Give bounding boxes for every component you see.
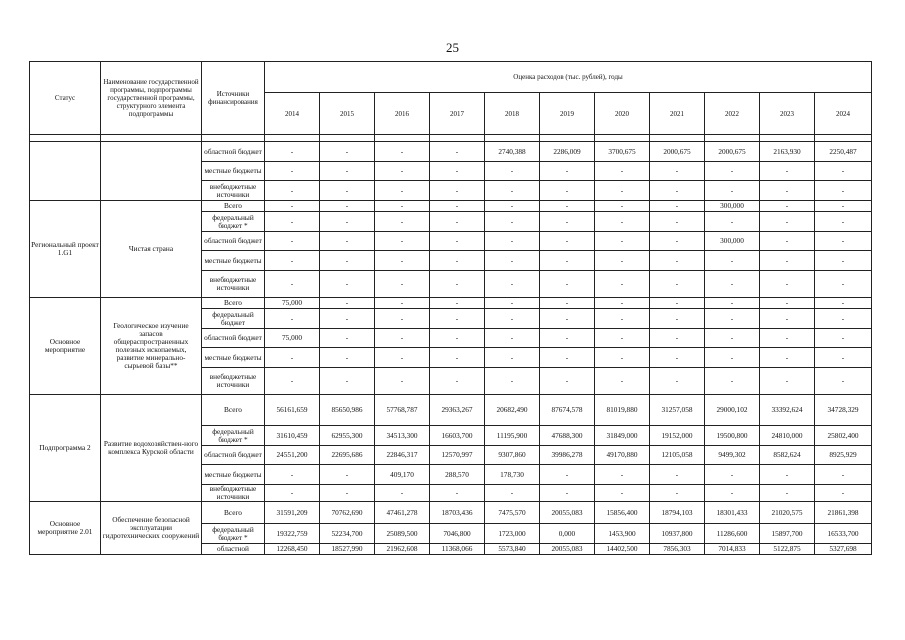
status-cell: Основное мероприятие (30, 298, 101, 395)
value-cell: - (760, 485, 815, 502)
value-cell: - (650, 348, 705, 368)
value-cell: 7046,800 (430, 524, 485, 544)
value-cell: 34513,300 (375, 426, 430, 446)
value-cell: - (430, 212, 485, 232)
funding-source-cell: областной (202, 544, 265, 555)
value-cell: 2250,487 (815, 142, 872, 162)
value-cell: - (540, 298, 595, 309)
value-cell: 29000,102 (705, 395, 760, 426)
value-cell: - (595, 465, 650, 485)
value-cell: - (760, 271, 815, 298)
value-cell: - (320, 181, 375, 201)
value-cell: - (485, 485, 540, 502)
value-cell: - (650, 329, 705, 348)
value-cell: - (540, 251, 595, 271)
value-cell: - (815, 271, 872, 298)
value-cell: - (595, 162, 650, 181)
value-cell: 11195,900 (485, 426, 540, 446)
header-year: 2019 (540, 93, 595, 135)
value-cell: 0,000 (540, 524, 595, 544)
value-cell: 7856,303 (650, 544, 705, 555)
value-cell: - (265, 368, 320, 395)
spacer-row (30, 135, 872, 142)
funding-source-cell: Всего (202, 201, 265, 212)
value-cell: - (375, 298, 430, 309)
value-cell: 31610,459 (265, 426, 320, 446)
value-cell: - (485, 298, 540, 309)
funding-source-cell: местные бюджеты (202, 348, 265, 368)
value-cell: - (815, 348, 872, 368)
value-cell: 81019,880 (595, 395, 650, 426)
table-row (30, 298, 872, 309)
header-year: 2018 (485, 93, 540, 135)
value-cell: 24810,000 (760, 426, 815, 446)
value-cell: - (265, 181, 320, 201)
value-cell: - (375, 181, 430, 201)
value-cell: - (320, 465, 375, 485)
funding-source-cell: федеральный бюджет * (202, 426, 265, 446)
value-cell: - (320, 162, 375, 181)
value-cell: - (265, 142, 320, 162)
value-cell: - (595, 348, 650, 368)
value-cell: - (760, 181, 815, 201)
status-cell: Подпрограмма 2 (30, 395, 101, 502)
value-cell: 5573,840 (485, 544, 540, 555)
value-cell: 22695,686 (320, 446, 375, 465)
funding-source-cell: областной бюджет (202, 232, 265, 251)
value-cell: - (485, 329, 540, 348)
value-cell: 85650,986 (320, 395, 375, 426)
value-cell: - (815, 485, 872, 502)
value-cell: 2286,009 (540, 142, 595, 162)
value-cell: - (650, 162, 705, 181)
value-cell: - (320, 348, 375, 368)
value-cell: - (540, 485, 595, 502)
value-cell: - (265, 309, 320, 329)
value-cell: - (815, 181, 872, 201)
value-cell: 5327,698 (815, 544, 872, 555)
value-cell: - (815, 212, 872, 232)
value-cell: - (320, 201, 375, 212)
value-cell: - (320, 298, 375, 309)
value-cell: - (485, 212, 540, 232)
value-cell: - (320, 251, 375, 271)
value-cell: - (265, 271, 320, 298)
value-cell: 18527,990 (320, 544, 375, 555)
value-cell: - (760, 212, 815, 232)
value-cell: - (430, 232, 485, 251)
header-estimate: Оценка расходов (тыс. рублей), годы (265, 62, 872, 93)
value-cell: - (375, 232, 430, 251)
value-cell: 21020,575 (760, 502, 815, 524)
value-cell: - (540, 181, 595, 201)
funding-source-cell: федеральный бюджет (202, 309, 265, 329)
value-cell: - (595, 368, 650, 395)
value-cell: - (375, 162, 430, 181)
value-cell: - (705, 329, 760, 348)
value-cell: 20055,083 (540, 502, 595, 524)
value-cell: - (815, 298, 872, 309)
value-cell: - (320, 368, 375, 395)
value-cell: - (650, 212, 705, 232)
value-cell: 7475,570 (485, 502, 540, 524)
value-cell: - (375, 329, 430, 348)
funding-source-cell: Всего (202, 395, 265, 426)
value-cell: 300,000 (705, 201, 760, 212)
value-cell: - (705, 368, 760, 395)
value-cell: 31257,058 (650, 395, 705, 426)
header-year: 2024 (815, 93, 872, 135)
value-cell: - (430, 251, 485, 271)
value-cell: - (595, 309, 650, 329)
value-cell: 52234,700 (320, 524, 375, 544)
value-cell: - (485, 271, 540, 298)
value-cell: 409,170 (375, 465, 430, 485)
value-cell: - (375, 201, 430, 212)
value-cell: - (595, 212, 650, 232)
value-cell: - (760, 368, 815, 395)
value-cell: - (650, 232, 705, 251)
value-cell: 14402,500 (595, 544, 650, 555)
value-cell: - (485, 309, 540, 329)
value-cell: - (430, 368, 485, 395)
value-cell: 11286,600 (705, 524, 760, 544)
value-cell: 25089,500 (375, 524, 430, 544)
value-cell: - (265, 251, 320, 271)
value-cell: - (430, 181, 485, 201)
value-cell: - (815, 329, 872, 348)
value-cell: 19322,759 (265, 524, 320, 544)
value-cell: - (320, 232, 375, 251)
value-cell: 39986,278 (540, 446, 595, 465)
value-cell: 1723,000 (485, 524, 540, 544)
value-cell: - (265, 485, 320, 502)
value-cell: 75,000 (265, 329, 320, 348)
funding-source-cell: внебюджетные источники (202, 368, 265, 395)
header-year: 2022 (705, 93, 760, 135)
value-cell: - (815, 368, 872, 395)
value-cell: - (650, 465, 705, 485)
header-year: 2020 (595, 93, 650, 135)
funding-source-cell: областной бюджет (202, 142, 265, 162)
value-cell: - (320, 212, 375, 232)
table-row (30, 395, 872, 426)
value-cell: - (485, 348, 540, 368)
value-cell: 47461,278 (375, 502, 430, 524)
value-cell: 12268,450 (265, 544, 320, 555)
funding-source-cell: местные бюджеты (202, 465, 265, 485)
value-cell: - (430, 348, 485, 368)
value-cell: 75,000 (265, 298, 320, 309)
value-cell: 9307,860 (485, 446, 540, 465)
value-cell: 20682,490 (485, 395, 540, 426)
value-cell: - (430, 485, 485, 502)
value-cell: 25802,400 (815, 426, 872, 446)
value-cell: - (650, 309, 705, 329)
value-cell: - (540, 309, 595, 329)
value-cell: - (705, 298, 760, 309)
funding-source-cell: областной бюджет (202, 446, 265, 465)
value-cell: 16603,700 (430, 426, 485, 446)
value-cell: - (430, 329, 485, 348)
funding-source-cell: местные бюджеты (202, 162, 265, 181)
value-cell: - (760, 298, 815, 309)
value-cell: - (705, 212, 760, 232)
header-status: Статус (30, 62, 101, 135)
table-row (30, 201, 872, 212)
value-cell: 12105,058 (650, 446, 705, 465)
header-year: 2015 (320, 93, 375, 135)
value-cell: - (815, 465, 872, 485)
value-cell: - (430, 309, 485, 329)
value-cell: 288,570 (430, 465, 485, 485)
header-sources: Источники финансирования (202, 62, 265, 135)
value-cell: - (320, 485, 375, 502)
value-cell: - (540, 232, 595, 251)
value-cell: - (540, 465, 595, 485)
value-cell: - (705, 271, 760, 298)
value-cell: - (265, 212, 320, 232)
funding-source-cell: местные бюджеты (202, 251, 265, 271)
value-cell: - (375, 485, 430, 502)
value-cell: - (375, 212, 430, 232)
value-cell: - (540, 201, 595, 212)
value-cell: - (540, 162, 595, 181)
value-cell: - (760, 309, 815, 329)
value-cell: 12570,997 (430, 446, 485, 465)
value-cell: - (705, 251, 760, 271)
value-cell: - (705, 465, 760, 485)
value-cell: - (430, 201, 485, 212)
value-cell: - (320, 142, 375, 162)
value-cell: 87674,578 (540, 395, 595, 426)
funding-source-cell: внебюджетные источники (202, 271, 265, 298)
program-name-cell: Обеспечение безопасной эксплуатации гидротехнических сооружений (101, 502, 202, 555)
value-cell: 15856,400 (595, 502, 650, 524)
value-cell: 21962,608 (375, 544, 430, 555)
value-cell: 20055,083 (540, 544, 595, 555)
value-cell: 300,000 (705, 232, 760, 251)
value-cell: - (375, 348, 430, 368)
value-cell: 2740,388 (485, 142, 540, 162)
program-name-cell: Чистая страна (101, 201, 202, 298)
table-body (30, 142, 872, 555)
value-cell: - (595, 201, 650, 212)
value-cell: - (760, 329, 815, 348)
value-cell: 19152,000 (650, 426, 705, 446)
funding-source-cell: Всего (202, 298, 265, 309)
value-cell: - (760, 465, 815, 485)
value-cell: 7014,833 (705, 544, 760, 555)
value-cell: - (540, 329, 595, 348)
header-year: 2014 (265, 93, 320, 135)
value-cell: 33392,624 (760, 395, 815, 426)
value-cell: - (375, 368, 430, 395)
value-cell: - (320, 271, 375, 298)
value-cell: - (430, 142, 485, 162)
value-cell: - (265, 348, 320, 368)
table-row (30, 142, 872, 162)
funding-source-cell: Всего (202, 502, 265, 524)
value-cell: - (760, 201, 815, 212)
funding-source-cell: внебюджетные источники (202, 181, 265, 201)
value-cell: 11368,066 (430, 544, 485, 555)
program-name-cell: Геологическое изучение запасов общераспространенных полезных ископаемых, развитие минерально-сырьевой базы** (101, 298, 202, 395)
value-cell: - (595, 271, 650, 298)
value-cell: - (485, 251, 540, 271)
value-cell: 10937,800 (650, 524, 705, 544)
table-row (30, 502, 872, 524)
value-cell: 24551,200 (265, 446, 320, 465)
value-cell: 8925,929 (815, 446, 872, 465)
value-cell: - (430, 271, 485, 298)
value-cell: 62955,300 (320, 426, 375, 446)
header-year: 2023 (760, 93, 815, 135)
funding-source-cell: областной бюджет (202, 329, 265, 348)
value-cell: - (650, 368, 705, 395)
value-cell: - (760, 251, 815, 271)
value-cell: - (320, 329, 375, 348)
value-cell: - (375, 251, 430, 271)
value-cell: - (760, 162, 815, 181)
value-cell: - (815, 201, 872, 212)
value-cell: - (265, 465, 320, 485)
value-cell: 3700,675 (595, 142, 650, 162)
value-cell: - (705, 309, 760, 329)
value-cell: - (815, 232, 872, 251)
value-cell: - (650, 298, 705, 309)
value-cell: 18703,436 (430, 502, 485, 524)
value-cell: 31591,209 (265, 502, 320, 524)
value-cell: - (485, 201, 540, 212)
value-cell: - (760, 348, 815, 368)
value-cell: - (815, 251, 872, 271)
value-cell: - (485, 162, 540, 181)
value-cell: - (485, 232, 540, 251)
funding-source-cell: внебюджетные источники (202, 485, 265, 502)
value-cell: - (705, 485, 760, 502)
value-cell: - (540, 271, 595, 298)
program-name-cell (101, 142, 202, 201)
value-cell: - (265, 201, 320, 212)
header-year: 2017 (430, 93, 485, 135)
value-cell: - (595, 251, 650, 271)
value-cell: - (815, 309, 872, 329)
value-cell: 49170,880 (595, 446, 650, 465)
value-cell: 8582,624 (760, 446, 815, 465)
status-cell (30, 142, 101, 201)
value-cell: - (650, 201, 705, 212)
value-cell: - (595, 485, 650, 502)
header-name: Наименование государственной программы, подпрограммы государственной программы, структурного элемента подпрограммы (101, 62, 202, 135)
value-cell: 178,730 (485, 465, 540, 485)
value-cell: - (485, 368, 540, 395)
value-cell: - (375, 271, 430, 298)
value-cell: 16533,700 (815, 524, 872, 544)
value-cell: 29363,267 (430, 395, 485, 426)
header-row (30, 62, 872, 93)
value-cell: 2163,930 (760, 142, 815, 162)
value-cell: 1453,900 (595, 524, 650, 544)
status-cell: Основное мероприятие 2.01 (30, 502, 101, 555)
value-cell: - (815, 162, 872, 181)
value-cell: - (540, 348, 595, 368)
funding-source-cell: федеральный бюджет * (202, 212, 265, 232)
value-cell: 56161,659 (265, 395, 320, 426)
value-cell: - (760, 232, 815, 251)
value-cell: 70762,690 (320, 502, 375, 524)
value-cell: - (650, 181, 705, 201)
value-cell: 22846,317 (375, 446, 430, 465)
value-cell: - (265, 162, 320, 181)
value-cell: 18794,103 (650, 502, 705, 524)
value-cell: - (430, 162, 485, 181)
value-cell: - (595, 329, 650, 348)
value-cell: - (265, 232, 320, 251)
value-cell: - (705, 181, 760, 201)
value-cell: - (595, 181, 650, 201)
value-cell: - (375, 142, 430, 162)
value-cell: 5122,875 (760, 544, 815, 555)
value-cell: - (485, 181, 540, 201)
page-number: 25 (446, 40, 459, 55)
value-cell: - (650, 251, 705, 271)
value-cell: 21861,398 (815, 502, 872, 524)
value-cell: 2000,675 (650, 142, 705, 162)
funding-source-cell: федеральный бюджет * (202, 524, 265, 544)
value-cell: 19500,800 (705, 426, 760, 446)
value-cell: - (540, 368, 595, 395)
value-cell: 47688,300 (540, 426, 595, 446)
header-year: 2016 (375, 93, 430, 135)
value-cell: 9499,302 (705, 446, 760, 465)
budget-table (29, 61, 872, 555)
status-cell: Региональный проект 1.G1 (30, 201, 101, 298)
value-cell: - (595, 232, 650, 251)
header-year: 2021 (650, 93, 705, 135)
value-cell: - (375, 309, 430, 329)
value-cell: - (595, 298, 650, 309)
value-cell: 18301,433 (705, 502, 760, 524)
value-cell: 57768,787 (375, 395, 430, 426)
value-cell: 34728,329 (815, 395, 872, 426)
value-cell: - (650, 485, 705, 502)
value-cell: - (320, 309, 375, 329)
value-cell: - (540, 212, 595, 232)
value-cell: - (705, 348, 760, 368)
value-cell: - (430, 298, 485, 309)
value-cell: - (705, 162, 760, 181)
value-cell: 15897,700 (760, 524, 815, 544)
value-cell: - (650, 271, 705, 298)
value-cell: 31849,000 (595, 426, 650, 446)
value-cell: 2000,675 (705, 142, 760, 162)
program-name-cell: Развитие водохозяйствен-ного комплекса Курской области (101, 395, 202, 502)
